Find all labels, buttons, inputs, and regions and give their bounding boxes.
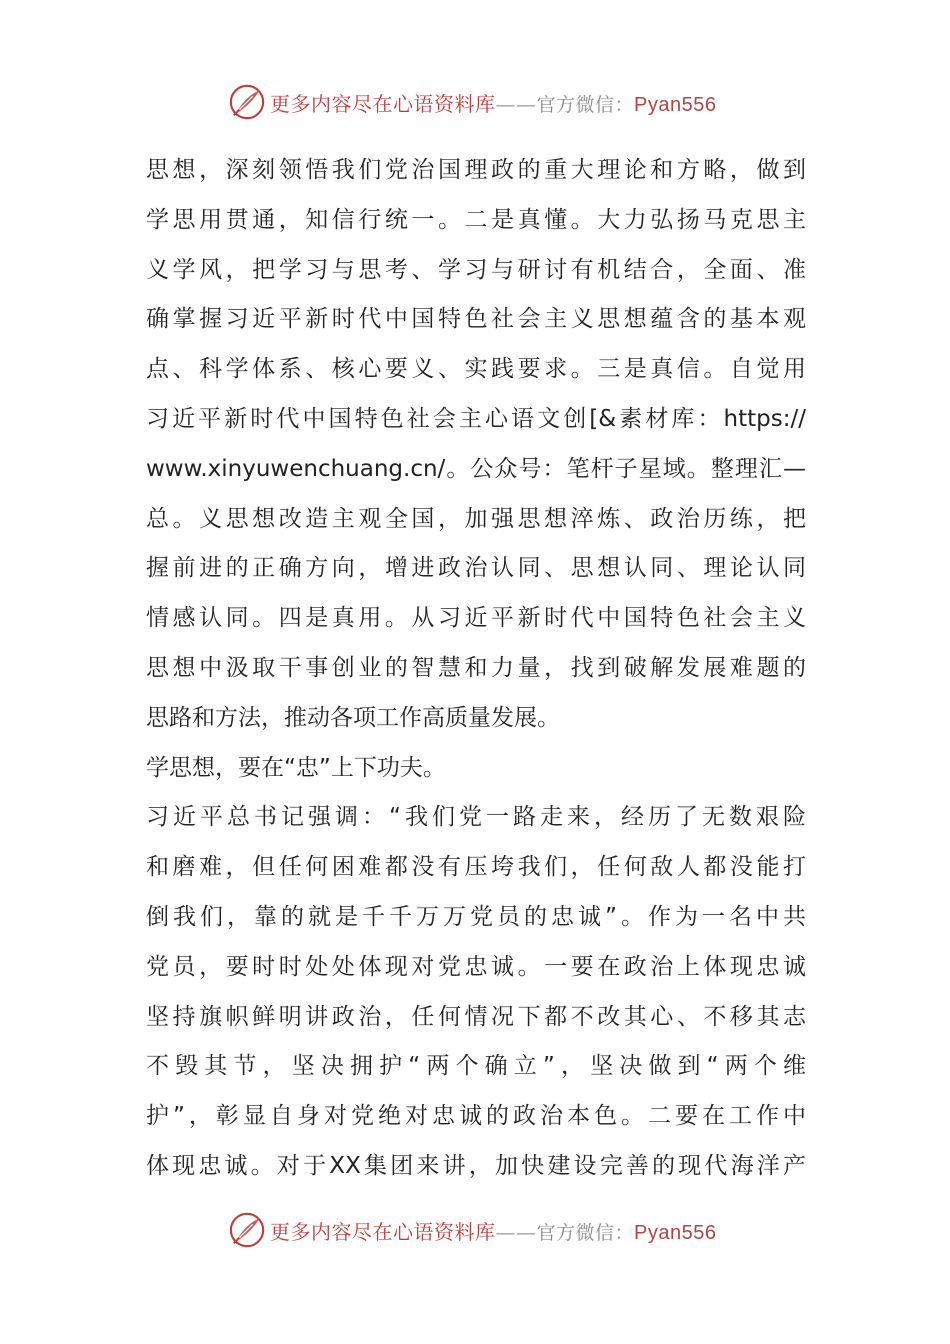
header-banner bbox=[228, 80, 716, 124]
feather-pen-logo-icon bbox=[228, 1211, 266, 1249]
banner-dash: —— bbox=[495, 91, 537, 116]
text-line: 点、科学体系、核心要义、实践要求。三是真信。自觉用 bbox=[146, 356, 806, 383]
banner-wechat-label: 官方微信： bbox=[536, 93, 635, 116]
text-line: www.xinyuwenchuang.cn/。公众号：笔杆子星域。整理汇— bbox=[146, 455, 806, 482]
text-line: 义学风，把学习与思考、学习与研讨有机结合，全面、准 bbox=[146, 256, 806, 283]
text-line: 习近平总书记强调：“我们党一路走来，经历了无数艰险 bbox=[146, 804, 806, 831]
text-line: 习近平新时代中国特色社会主心语文创[&素材库：https:// bbox=[146, 405, 806, 432]
text-line: 不毁其节，坚决拥护“两个确立”，坚决做到“两个维 bbox=[146, 1053, 806, 1080]
text-line: 握前进的正确方向，增进政治认同、思想认同、理论认同 bbox=[146, 555, 806, 582]
text-line: 总。义思想改造主观全国，加强思想淬炼、政治历练，把 bbox=[146, 505, 806, 532]
banner-text bbox=[270, 1216, 716, 1245]
footer-banner bbox=[228, 1208, 716, 1252]
text-line: 思路和方法，推动各项工作高质量发展。 bbox=[146, 704, 560, 731]
text-line: 思想中汲取干事创业的智慧和力量，找到破解发展难题的 bbox=[146, 654, 806, 681]
section-heading: 学思想，要在“忠”上下功夫。 bbox=[146, 754, 446, 781]
banner-text bbox=[270, 88, 716, 117]
text-line: 情感认同。四是真用。从习近平新时代中国特色社会主义 bbox=[146, 605, 806, 632]
text-line: 坚持旗帜鲜明讲政治，任何情况下都不改其心、不移其志 bbox=[146, 1003, 806, 1030]
banner-main-text: 更多内容尽在心语资料库 bbox=[270, 1219, 496, 1244]
text-line: 确掌握习近平新时代中国特色社会主义思想蕴含的基本观 bbox=[146, 306, 806, 333]
text-line: 护”，彰显自身对党绝对忠诚的政治本色。二要在工作中 bbox=[146, 1103, 806, 1130]
text-line: 体现忠诚。对于XX集团来讲，加快建设完善的现代海洋产 bbox=[146, 1152, 806, 1179]
text-line: 学思用贯通，知信行统一。二是真懂。大力弘扬马克思主 bbox=[146, 206, 806, 233]
banner-main-text: 更多内容尽在心语资料库 bbox=[270, 91, 496, 116]
banner-wechat-id: Pyan556 bbox=[634, 93, 717, 116]
text-line: 和磨难，但任何困难都没有压垮我们，任何敌人都没能打 bbox=[146, 854, 806, 881]
document-body bbox=[146, 146, 806, 1192]
text-line: 倒我们，靠的就是千千万万党员的忠诚”。作为一名中共 bbox=[146, 903, 806, 930]
text-line: 党员，要时时处处体现对党忠诚。一要在政治上体现忠诚 bbox=[146, 953, 806, 980]
banner-wechat-label: 官方微信： bbox=[536, 1221, 635, 1244]
text-line: 思想，深刻领悟我们党治国理政的重大理论和方略，做到 bbox=[146, 157, 806, 183]
banner-dash: —— bbox=[495, 1219, 537, 1244]
feather-pen-logo-icon bbox=[228, 83, 266, 121]
banner-wechat-id: Pyan556 bbox=[634, 1221, 717, 1244]
